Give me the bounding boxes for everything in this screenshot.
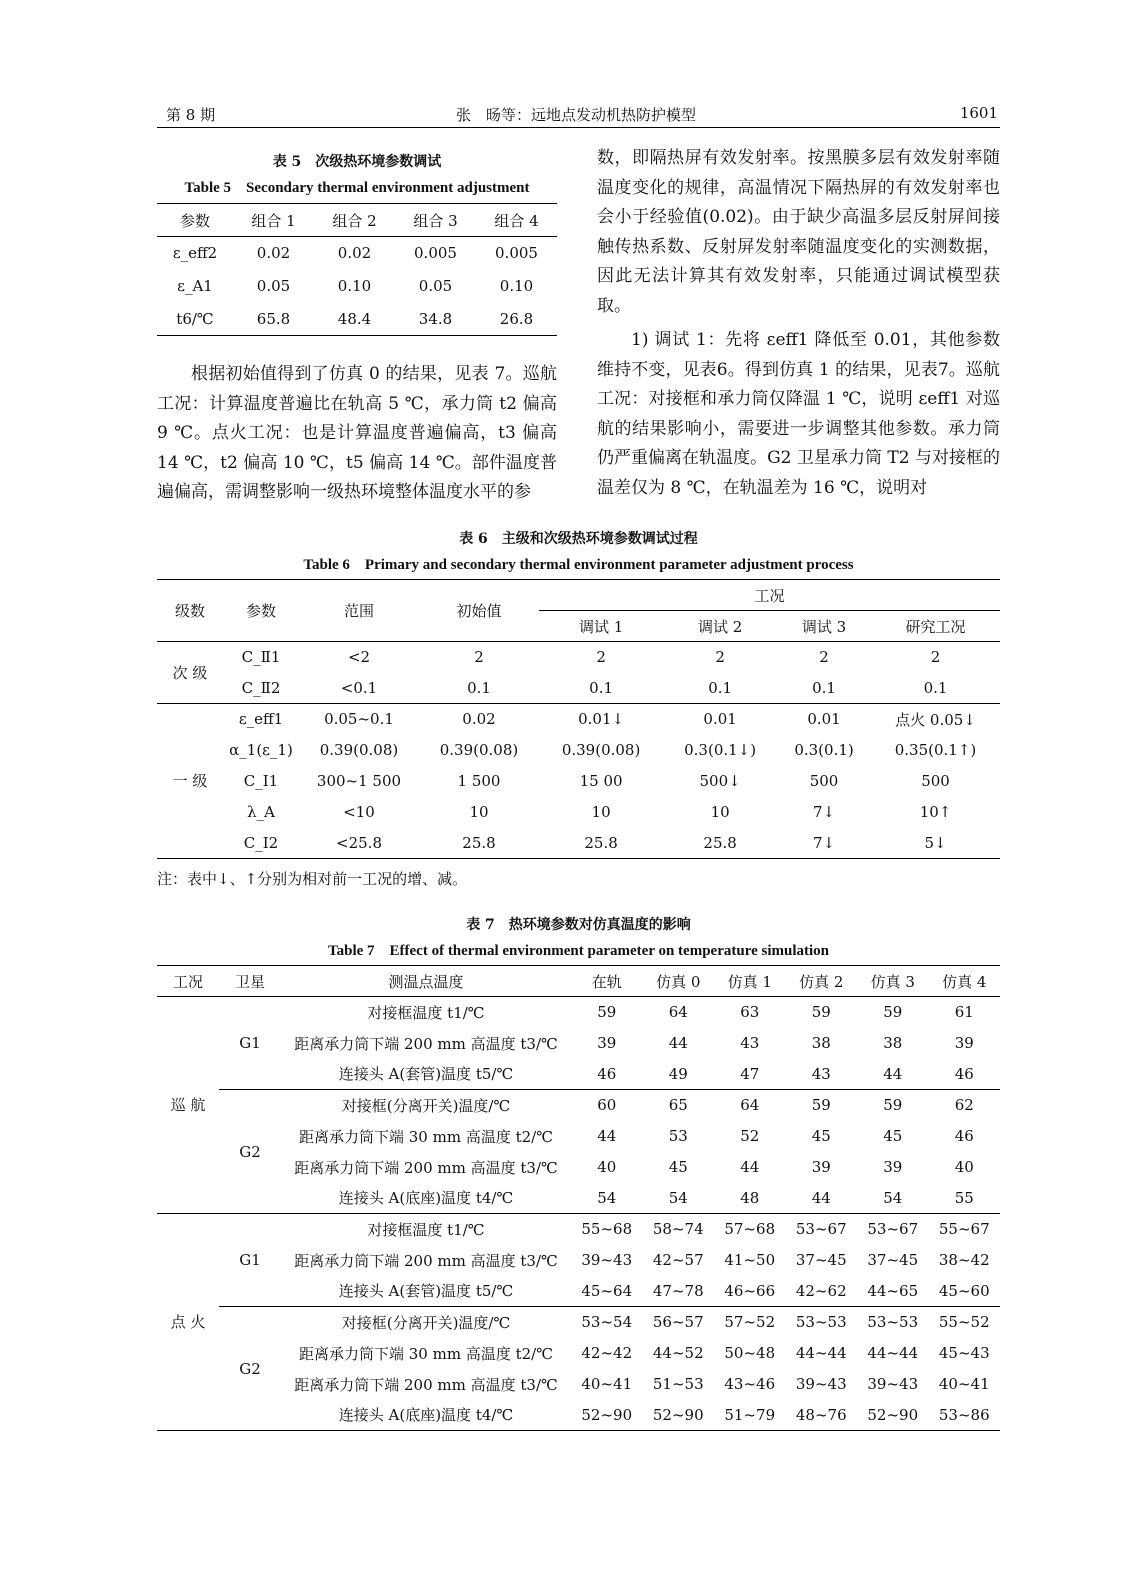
table7-header-cell: 卫星 <box>234 972 265 991</box>
table-cell: 45 <box>668 1158 688 1176</box>
table-cell: 43 <box>786 1059 858 1090</box>
table-cell: 46 <box>954 1127 974 1145</box>
table6-note: 注：表中↓、↑分别为相对前一工况的增、减。 <box>157 870 468 888</box>
table-cell: 38~42 <box>938 1251 990 1269</box>
table-cell: ε_eff1 <box>238 710 284 729</box>
table5-header-row <box>157 204 557 237</box>
table-cell: 44~44 <box>867 1344 919 1362</box>
table-cell: 0.1 <box>589 678 614 697</box>
table-row <box>157 1338 1000 1369</box>
table-cell: 39 <box>811 1158 831 1176</box>
table-cell: 44 <box>597 1127 617 1145</box>
table7-header-cell: 仿真 3 <box>870 972 915 991</box>
table7-header-cell: 仿真 4 <box>942 972 987 991</box>
table-cell: 0.01 <box>807 710 841 729</box>
table-cell: 49 <box>643 1059 715 1090</box>
table7-satellite-cell: G2 <box>239 1359 261 1378</box>
table-cell: 60 <box>597 1096 617 1115</box>
table7-body <box>157 997 1000 1431</box>
table-cell: ε_A1 <box>177 277 213 295</box>
table-cell: 55~67 <box>938 1220 990 1239</box>
table-cell: 56~57 <box>652 1313 704 1332</box>
table-cell: 500 <box>921 772 950 790</box>
table-cell: 40~41 <box>938 1375 990 1393</box>
table-cell: ε_eff2 <box>172 244 218 263</box>
table-cell: 42~57 <box>652 1251 704 1269</box>
table7-measure-point: 距离承力筒下端 30 mm 高温度 t2/℃ <box>298 1344 553 1363</box>
table-cell: 59 <box>883 1003 903 1022</box>
table-cell: 54 <box>571 1183 643 1214</box>
table-cell: 54 <box>857 1183 929 1214</box>
table-cell: t6/℃ <box>176 309 214 328</box>
table7-measure-point: 连接头 A(底座)温度 t4/℃ <box>281 1183 571 1214</box>
table-row <box>157 1059 1000 1090</box>
table-cell: 47~78 <box>643 1276 715 1307</box>
table7-header-cell: 工况 <box>172 972 203 991</box>
table7-caption-cn: 表 7 热环境参数对仿真温度的影响 <box>466 917 691 933</box>
table-cell: 0.1 <box>923 678 948 697</box>
table-cell: 0.005 <box>414 244 457 263</box>
table-cell: 0.01↓ <box>578 710 625 729</box>
table-row <box>157 1121 1000 1152</box>
table-cell: 52 <box>740 1127 760 1145</box>
table-cell: 45 <box>883 1127 903 1145</box>
table-row <box>157 1400 1000 1431</box>
table-row <box>157 766 1000 797</box>
table-cell: 0.10 <box>499 277 534 295</box>
table7-header-cell: 仿真 0 <box>656 972 701 991</box>
table6-level-cell: 一 级 <box>172 772 208 790</box>
table-cell: 46~66 <box>714 1276 786 1307</box>
table-row <box>157 997 1000 1028</box>
table-cell: 26.8 <box>499 309 534 328</box>
table6-header-range: 范围 <box>299 580 419 642</box>
table-cell: 48 <box>714 1183 786 1214</box>
table-cell: 0.39(0.08) <box>439 741 519 759</box>
table-cell: 45~64 <box>571 1276 643 1307</box>
table-cell: 44 <box>857 1059 929 1090</box>
running-title: 张 旸等：远地点发动机热防护模型 <box>456 106 697 124</box>
table-cell: 44~65 <box>857 1276 929 1307</box>
body-paragraph-right-2: 1) 调试 1：先将 εeff1 降低至 0.01，其他参数维持不变，见表6。得到仿真 1 的结果，见表7。巡航工况：对接框和承力筒仅降温 1 ℃，说明 εeff1 对巡航的结果影响小，需要进一步调整其他参数。承力筒仍严重偏离在轨温度。G2 卫星承力筒 T2 与对接框的温差仅为 8 ℃，在轨温差为 16 ℃，说明对 <box>597 330 1000 498</box>
table-row <box>157 828 1000 859</box>
table-cell: 0.05 <box>256 277 291 295</box>
table7-measure-point: 对接框(分离开关)温度/℃ <box>341 1096 511 1115</box>
table-cell: 48.4 <box>337 309 372 328</box>
table5-header-cell: 组合 1 <box>251 211 296 230</box>
table-cell: 2 <box>596 648 606 667</box>
table-row <box>157 704 1000 735</box>
table-cell: 39 <box>883 1158 903 1176</box>
table-row <box>157 270 557 303</box>
table-cell: 0.1 <box>467 678 491 697</box>
table6-header-sub: 调试 1 <box>539 611 663 642</box>
table-cell: 34.8 <box>418 309 453 328</box>
table-cell: 52~90 <box>581 1405 633 1424</box>
table-cell: 7↓ <box>812 833 836 852</box>
table-cell: 59 <box>811 1003 831 1022</box>
table6 <box>157 579 1000 859</box>
table-row <box>157 1245 1000 1276</box>
table-cell: 51~79 <box>724 1405 776 1424</box>
table-cell: 46 <box>571 1059 643 1090</box>
table-cell: 53~53 <box>795 1313 847 1332</box>
table-cell: 2 <box>819 648 829 667</box>
table-cell: <0.1 <box>340 678 378 697</box>
table-cell: 52~90 <box>867 1405 919 1424</box>
table-cell: 53 <box>668 1127 688 1145</box>
table-cell: 0.1 <box>812 678 836 697</box>
table-cell: 59 <box>597 1003 617 1022</box>
table7-measure-point: 距离承力筒下端 200 mm 高温度 t3/℃ <box>294 1251 558 1270</box>
table5-header-cell: 组合 4 <box>494 211 539 230</box>
table-cell: 0.02 <box>337 244 372 263</box>
table-cell: 40 <box>597 1158 617 1176</box>
table-cell: 39~43 <box>581 1251 633 1269</box>
table-row <box>157 1307 1000 1338</box>
table-row <box>157 1276 1000 1307</box>
table7-measure-point: 距离承力筒下端 30 mm 高温度 t2/℃ <box>298 1127 553 1146</box>
table-cell: 1 500 <box>457 772 501 790</box>
table-cell: 0.35(0.1↑) <box>894 741 977 759</box>
table-cell: 51~53 <box>652 1375 704 1393</box>
table7-measure-point: 距离承力筒下端 200 mm 高温度 t3/℃ <box>294 1034 558 1053</box>
table6-header-condition: 工况 <box>539 580 1000 611</box>
table-cell: 0.39(0.08) <box>561 741 641 759</box>
table-cell: 39 <box>954 1034 974 1052</box>
table-cell: 37~45 <box>867 1251 919 1269</box>
table-cell: 0.3(0.1↓) <box>684 741 757 759</box>
table-cell: 59 <box>811 1096 831 1115</box>
table-cell: 0.39(0.08) <box>319 741 399 759</box>
table-row <box>157 1152 1000 1183</box>
table-cell: 44~44 <box>795 1344 847 1362</box>
table-cell: 25.8 <box>462 833 496 852</box>
table-cell: 47 <box>714 1059 786 1090</box>
table-row <box>157 642 1000 673</box>
table-cell: 2 <box>930 648 941 667</box>
table7-header-cell: 仿真 2 <box>799 972 844 991</box>
table-cell: 500↓ <box>699 772 741 790</box>
table7-condition-cell: 点 火 <box>170 1313 206 1331</box>
table7 <box>157 965 1000 1431</box>
table7-measure-point: 对接框温度 t1/℃ <box>367 1003 485 1022</box>
table-cell: 42~42 <box>581 1344 633 1362</box>
table-cell: 58~74 <box>652 1220 704 1239</box>
body-paragraph-right-1: 数，即隔热屏有效发射率。按黑膜多层有效发射率随温度变化的规律，高温情况下隔热屏的有效发射率也会小于经验值(0.02)。由于缺少高温多层反射屏间接触传热系数、反射屏发射率随温度变化的实测数据，因此无法计算其有效发射率，只能通过调试模型获取。 <box>597 148 1000 316</box>
table6-header-level: 级数 <box>157 580 223 642</box>
table-cell: λ_A <box>247 803 275 821</box>
table-cell: 57~52 <box>724 1313 776 1332</box>
table-cell: 15 00 <box>579 772 623 790</box>
table6-header-param: 参数 <box>223 580 299 642</box>
table-cell: 44 <box>786 1183 858 1214</box>
table-cell: C_Ⅱ1 <box>241 648 281 667</box>
table5-header-cell: 参数 <box>179 211 210 230</box>
table-cell: 38 <box>883 1034 903 1052</box>
page-number: 1601 <box>959 104 998 122</box>
table-cell: 55 <box>929 1183 1001 1214</box>
table-row <box>157 1028 1000 1059</box>
table5-header-cell: 组合 3 <box>413 211 458 230</box>
table7-header-cell: 在轨 <box>591 972 622 991</box>
table-cell: 41~50 <box>724 1251 776 1269</box>
table-cell: 10↑ <box>919 803 952 821</box>
table7-measure-point: 距离承力筒下端 200 mm 高温度 t3/℃ <box>294 1158 558 1177</box>
table-cell: 65 <box>668 1096 688 1115</box>
table-cell: 62 <box>954 1096 974 1115</box>
table7-satellite-cell: G1 <box>219 1214 281 1307</box>
table-cell: 45~60 <box>929 1276 1001 1307</box>
table-cell: 0.1 <box>708 678 733 697</box>
table6-caption-cn: 表 6 主级和次级热环境参数调试过程 <box>459 531 698 547</box>
table7-measure-point: 连接头 A(套管)温度 t5/℃ <box>281 1276 571 1307</box>
table-cell: 44 <box>740 1158 760 1176</box>
table-cell: <10 <box>343 803 375 821</box>
table-cell: 50~48 <box>724 1344 776 1362</box>
journal-issue: 第 8 期 <box>166 106 216 124</box>
table-cell: <2 <box>347 648 371 667</box>
table-cell: 40 <box>954 1158 974 1176</box>
table-cell: 43 <box>740 1034 760 1052</box>
table7-satellite-cell: G2 <box>219 1090 281 1214</box>
table-cell: 63 <box>740 1003 760 1022</box>
table6-header-sub: 调试 3 <box>777 611 871 642</box>
table-cell: 65.8 <box>256 309 291 328</box>
table7-measure-point: 连接头 A(套管)温度 t5/℃ <box>281 1059 571 1090</box>
table7-condition-cell: 巡 航 <box>157 997 219 1214</box>
table7-measure-point: 对接框温度 t1/℃ <box>367 1220 485 1239</box>
table-cell: 64 <box>740 1096 760 1115</box>
table-cell: 38 <box>811 1034 831 1052</box>
table6-header-sub: 调试 2 <box>663 611 777 642</box>
table-cell: 25.8 <box>584 833 618 852</box>
table-cell: 0.3(0.1) <box>794 741 854 759</box>
table-cell: 61 <box>954 1003 974 1022</box>
table-cell: 500 <box>809 772 839 790</box>
table-cell: 2 <box>715 648 725 667</box>
table6-header-sub: 研究工况 <box>871 611 1000 642</box>
table7-satellite-cell: G1 <box>219 997 281 1090</box>
table-row <box>157 797 1000 828</box>
table-row <box>157 237 557 270</box>
table-cell: 54 <box>643 1183 715 1214</box>
table-cell: 40~41 <box>581 1375 633 1393</box>
table-cell: 43~46 <box>724 1375 776 1393</box>
table-row <box>157 1214 1000 1245</box>
table-cell: 300~1 500 <box>316 772 402 790</box>
table-cell: 42~62 <box>786 1276 858 1307</box>
table-cell: 45 <box>811 1127 831 1145</box>
table7-caption-en: Table 7 Effect of thermal environment parameter on temperature simulation <box>327 943 830 959</box>
table-row <box>157 1090 1000 1121</box>
table-cell: α_1(ε_1) <box>229 741 293 759</box>
table-cell: 53~53 <box>867 1313 919 1332</box>
table5 <box>157 203 557 336</box>
table7-measure-point: 连接头 A(底座)温度 t4/℃ <box>338 1406 514 1425</box>
table-cell: 10 <box>710 803 730 821</box>
table-cell: 39~43 <box>795 1375 847 1393</box>
table7-measure-point: 距离承力筒下端 200 mm 高温度 t3/℃ <box>294 1375 558 1394</box>
table-cell: 37~45 <box>795 1251 847 1269</box>
table6-caption-en: Table 6 Primary and secondary thermal environment parameter adjustment process <box>303 557 854 573</box>
table-cell: 55~52 <box>938 1313 990 1332</box>
table-cell: 44 <box>668 1034 688 1052</box>
table-cell: 0.05~0.1 <box>324 710 394 729</box>
table-cell: 0.10 <box>337 277 372 295</box>
table-cell: 53~67 <box>795 1220 847 1239</box>
table5-caption-en: Table 5 Secondary thermal environment adjustment <box>184 180 530 196</box>
table-row <box>157 1183 1000 1214</box>
table-cell: 2 <box>474 648 484 667</box>
table5-caption-cn: 表 5 次级热环境参数调试 <box>272 154 442 170</box>
table-cell: 55~68 <box>581 1220 633 1239</box>
table-row <box>157 673 1000 704</box>
table-cell: 53~54 <box>581 1313 633 1332</box>
table-cell: 39~43 <box>867 1375 919 1393</box>
table-cell: 0.05 <box>418 277 453 295</box>
table7-header-row <box>157 966 1000 997</box>
table-cell: 0.01 <box>703 710 737 729</box>
table-cell: C_Ⅱ2 <box>241 678 281 697</box>
table-cell: 48~76 <box>795 1405 847 1424</box>
table-cell: C_Ⅰ2 <box>243 833 279 852</box>
table5-header-cell: 组合 2 <box>332 211 377 230</box>
table-cell: 46 <box>929 1059 1001 1090</box>
table-cell: 39 <box>597 1034 617 1052</box>
table-cell: 25.8 <box>703 833 737 852</box>
table-cell: 10 <box>469 803 489 821</box>
table-cell: 53~67 <box>867 1220 919 1239</box>
header-rule <box>157 127 1000 128</box>
table6-level-cell: 次 级 <box>157 642 223 704</box>
table-cell: 57~68 <box>724 1220 776 1239</box>
table-cell: 5↓ <box>924 833 947 852</box>
table6-header-initial: 初始值 <box>419 580 539 642</box>
table-row <box>157 1369 1000 1400</box>
table-cell: 7↓ <box>812 803 836 821</box>
table-row <box>157 735 1000 766</box>
table-cell: 52~90 <box>652 1405 704 1424</box>
table-cell: 0.005 <box>495 244 538 263</box>
table-cell: <25.8 <box>336 833 382 852</box>
table-cell: 64 <box>668 1003 688 1022</box>
table7-header-cell: 测温点温度 <box>388 972 464 991</box>
table-row <box>157 303 557 336</box>
table6-header-row <box>157 580 1000 611</box>
body-paragraph-left: 根据初始值得到了仿真 0 的结果，见表 7。巡航工况：计算温度普遍比在轨高 5 ℃，承力筒 t2 偏高 9 ℃。点火工况：也是计算温度普遍偏高，t3 偏高 14 ℃，t2 偏高 10 ℃，t5 偏高 14 ℃。部件温度普遍偏高，需调整影响一级热环境整体温度水平的参 <box>157 364 557 502</box>
table-cell: 53~86 <box>938 1405 990 1424</box>
table-cell: 0.02 <box>462 710 496 729</box>
table7-header-cell: 仿真 1 <box>727 972 772 991</box>
table-cell: 45~43 <box>938 1344 990 1362</box>
table-cell: 10 <box>591 803 611 821</box>
table-cell: 44~52 <box>652 1344 704 1362</box>
table-cell: 0.02 <box>256 244 291 263</box>
table-cell: C_Ⅰ1 <box>243 772 279 790</box>
table-cell: 点火 0.05↓ <box>895 710 976 729</box>
table7-measure-point: 对接框(分离开关)温度/℃ <box>341 1313 511 1332</box>
table-cell: 59 <box>883 1096 903 1115</box>
